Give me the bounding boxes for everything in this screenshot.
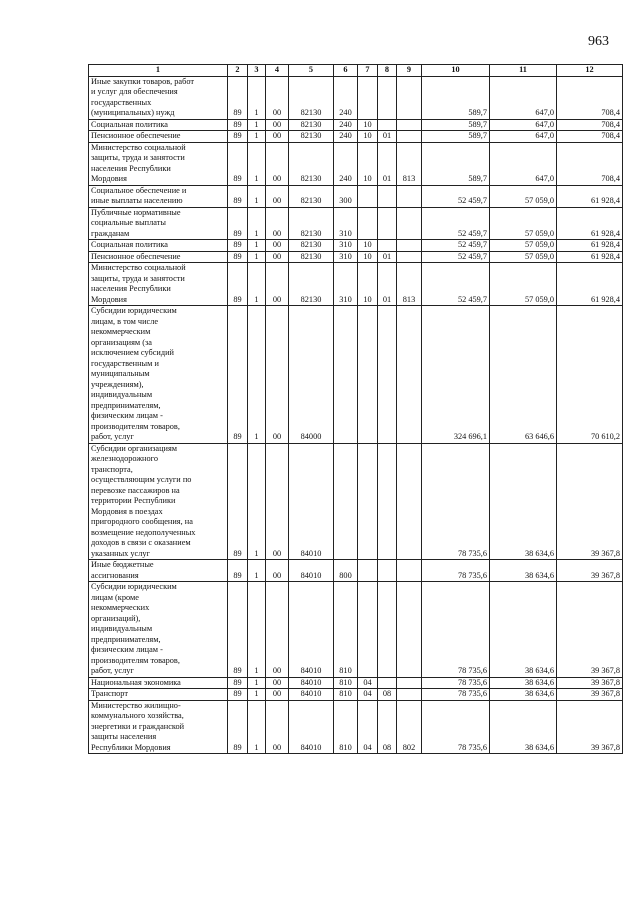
table-cell: 00 xyxy=(266,131,289,143)
column-header: 10 xyxy=(422,65,490,77)
table-cell: 1 xyxy=(248,76,266,119)
table-cell: 52 459,7 xyxy=(422,263,490,306)
table-cell xyxy=(358,185,378,207)
table-row xyxy=(89,142,623,185)
table-cell: 1 xyxy=(248,700,266,754)
table-body xyxy=(89,76,623,754)
table-cell: 89 xyxy=(228,560,248,582)
table-row xyxy=(89,76,623,119)
table-cell: 300 xyxy=(334,185,358,207)
table-cell xyxy=(378,240,397,252)
table-cell: 647,0 xyxy=(490,76,557,119)
table-cell: 802 xyxy=(397,700,422,754)
table-cell: 84010 xyxy=(289,560,334,582)
table-cell: 89 xyxy=(228,119,248,131)
table-cell: 01 xyxy=(378,142,397,185)
row-name-cell: Иные бюджетные ассигнования xyxy=(89,560,228,582)
table-cell: 89 xyxy=(228,700,248,754)
table-cell: 00 xyxy=(266,443,289,560)
table-cell xyxy=(397,689,422,701)
table-cell: 310 xyxy=(334,251,358,263)
column-header: 1 xyxy=(89,65,228,77)
table-cell: 89 xyxy=(228,131,248,143)
table-cell xyxy=(397,76,422,119)
table-cell xyxy=(397,306,422,444)
table-cell: 57 059,0 xyxy=(490,263,557,306)
table-cell: 240 xyxy=(334,119,358,131)
table-cell: 78 735,6 xyxy=(422,677,490,689)
table-cell: 310 xyxy=(334,207,358,240)
row-name-cell: Национальная экономика xyxy=(89,677,228,689)
table-cell: 82130 xyxy=(289,76,334,119)
table-cell: 1 xyxy=(248,689,266,701)
table-cell: 84010 xyxy=(289,677,334,689)
table-cell xyxy=(334,306,358,444)
table-cell: 810 xyxy=(334,677,358,689)
table-cell: 00 xyxy=(266,119,289,131)
table-row xyxy=(89,119,623,131)
table-cell: 89 xyxy=(228,76,248,119)
column-header: 7 xyxy=(358,65,378,77)
table-cell xyxy=(378,76,397,119)
table-row xyxy=(89,251,623,263)
table-cell: 310 xyxy=(334,263,358,306)
table-cell: 82130 xyxy=(289,131,334,143)
row-name-cell: Субсидии юридическим лицам, в том числе некоммерческим организациям (за исключением субсидий государственным и муниципальным учреждениям), индивидуальным предпринимателям, физическим лицам - производителям товаров, работ, услуг xyxy=(89,306,228,444)
table-cell: 00 xyxy=(266,142,289,185)
table-cell: 810 xyxy=(334,582,358,678)
table-cell: 08 xyxy=(378,700,397,754)
table-cell xyxy=(397,185,422,207)
table-cell: 82130 xyxy=(289,240,334,252)
table-cell xyxy=(358,582,378,678)
table-cell xyxy=(397,677,422,689)
table-cell: 589,7 xyxy=(422,142,490,185)
row-name-cell: Министерство социальной защиты, труда и занятости населения Республики Мордовия xyxy=(89,142,228,185)
table-row xyxy=(89,306,623,444)
table-cell: 82130 xyxy=(289,142,334,185)
column-header: 8 xyxy=(378,65,397,77)
table-row xyxy=(89,582,623,678)
table-cell xyxy=(397,251,422,263)
table-cell xyxy=(397,560,422,582)
row-name-cell: Субсидии организациям железнодорожного транспорта, осуществляющим услуги по перевозке пассажиров на территории Республики Мордовия в поездах пригородного сообщения, на возмещение недополученных доходов в связи с оказанием указанных услуг xyxy=(89,443,228,560)
column-header: 6 xyxy=(334,65,358,77)
table-cell: 57 059,0 xyxy=(490,185,557,207)
table-cell xyxy=(397,240,422,252)
table-row xyxy=(89,443,623,560)
table-cell: 00 xyxy=(266,582,289,678)
table-cell: 39 367,8 xyxy=(557,560,623,582)
table-cell: 57 059,0 xyxy=(490,240,557,252)
table-cell xyxy=(378,443,397,560)
table-cell: 1 xyxy=(248,142,266,185)
table-cell: 89 xyxy=(228,582,248,678)
table-cell: 84000 xyxy=(289,306,334,444)
table-cell xyxy=(358,560,378,582)
table-cell: 1 xyxy=(248,306,266,444)
table-cell: 82130 xyxy=(289,251,334,263)
table-cell: 708,4 xyxy=(557,131,623,143)
table-cell xyxy=(358,306,378,444)
table-cell: 310 xyxy=(334,240,358,252)
row-name-cell: Транспорт xyxy=(89,689,228,701)
table-cell: 38 634,6 xyxy=(490,560,557,582)
table-cell: 38 634,6 xyxy=(490,582,557,678)
table-cell: 57 059,0 xyxy=(490,251,557,263)
table-cell: 00 xyxy=(266,689,289,701)
table-cell: 647,0 xyxy=(490,119,557,131)
table-cell: 61 928,4 xyxy=(557,240,623,252)
table-cell: 10 xyxy=(358,131,378,143)
table-cell: 1 xyxy=(248,251,266,263)
table-cell: 39 367,8 xyxy=(557,582,623,678)
table-cell xyxy=(378,207,397,240)
table-cell: 52 459,7 xyxy=(422,185,490,207)
table-cell: 708,4 xyxy=(557,76,623,119)
row-name-cell: Социальная политика xyxy=(89,119,228,131)
table-cell xyxy=(358,443,378,560)
column-header: 12 xyxy=(557,65,623,77)
table-cell: 38 634,6 xyxy=(490,443,557,560)
table-cell: 89 xyxy=(228,443,248,560)
table-row xyxy=(89,700,623,754)
table-cell: 52 459,7 xyxy=(422,251,490,263)
table-cell: 82130 xyxy=(289,263,334,306)
table-cell: 89 xyxy=(228,240,248,252)
row-name-cell: Министерство жилищно- коммунального хозяйства, энергетики и гражданской защиты населения Республики Мордовия xyxy=(89,700,228,754)
table-cell: 78 735,6 xyxy=(422,700,490,754)
table-cell: 00 xyxy=(266,251,289,263)
table-cell: 00 xyxy=(266,560,289,582)
table-row xyxy=(89,263,623,306)
table-cell: 1 xyxy=(248,443,266,560)
table-cell: 04 xyxy=(358,689,378,701)
table-row xyxy=(89,689,623,701)
row-name-cell: Иные закупки товаров, работ и услуг для обеспечения государственных (муниципальных) нужд xyxy=(89,76,228,119)
table-cell: 00 xyxy=(266,306,289,444)
table-cell: 61 928,4 xyxy=(557,263,623,306)
table-cell: 1 xyxy=(248,560,266,582)
table-cell: 01 xyxy=(378,263,397,306)
table-cell: 63 646,6 xyxy=(490,306,557,444)
table-cell: 89 xyxy=(228,263,248,306)
table-cell: 589,7 xyxy=(422,119,490,131)
table-cell: 10 xyxy=(358,240,378,252)
table-cell xyxy=(397,443,422,560)
table-cell: 08 xyxy=(378,689,397,701)
table-cell: 04 xyxy=(358,700,378,754)
table-cell: 52 459,7 xyxy=(422,207,490,240)
table-cell xyxy=(378,306,397,444)
table-cell: 78 735,6 xyxy=(422,443,490,560)
table-cell: 324 696,1 xyxy=(422,306,490,444)
table-cell: 1 xyxy=(248,677,266,689)
table-cell: 10 xyxy=(358,251,378,263)
table-cell: 813 xyxy=(397,142,422,185)
table-cell: 89 xyxy=(228,306,248,444)
table-row xyxy=(89,185,623,207)
table-cell: 84010 xyxy=(289,689,334,701)
table-row xyxy=(89,560,623,582)
table-cell: 1 xyxy=(248,240,266,252)
table-cell: 04 xyxy=(358,677,378,689)
table-cell xyxy=(358,207,378,240)
table-cell: 810 xyxy=(334,689,358,701)
table-cell: 38 634,6 xyxy=(490,689,557,701)
table-cell: 78 735,6 xyxy=(422,582,490,678)
table-cell: 00 xyxy=(266,240,289,252)
page-number: 963 xyxy=(588,34,609,49)
table-cell: 708,4 xyxy=(557,119,623,131)
table-cell: 1 xyxy=(248,263,266,306)
table-cell: 1 xyxy=(248,185,266,207)
table-cell: 01 xyxy=(378,251,397,263)
table-header-row xyxy=(89,65,623,77)
row-name-cell: Субсидии юридическим лицам (кроме некоммерческих организаций), индивидуальным предпринимателям, физическим лицам - производителям товаров, работ, услуг xyxy=(89,582,228,678)
table-cell: 61 928,4 xyxy=(557,207,623,240)
column-header: 5 xyxy=(289,65,334,77)
row-name-cell: Публичные нормативные социальные выплаты гражданам xyxy=(89,207,228,240)
column-header: 11 xyxy=(490,65,557,77)
table-cell: 00 xyxy=(266,76,289,119)
table-cell: 10 xyxy=(358,263,378,306)
table-cell: 589,7 xyxy=(422,76,490,119)
table-cell xyxy=(334,443,358,560)
table-row xyxy=(89,240,623,252)
table-cell: 84010 xyxy=(289,443,334,560)
table-cell xyxy=(397,207,422,240)
table-cell: 813 xyxy=(397,263,422,306)
table-cell: 38 634,6 xyxy=(490,677,557,689)
table-cell xyxy=(378,582,397,678)
table-cell: 708,4 xyxy=(557,142,623,185)
table-cell: 39 367,8 xyxy=(557,689,623,701)
table-cell: 78 735,6 xyxy=(422,689,490,701)
column-header: 3 xyxy=(248,65,266,77)
table-cell: 800 xyxy=(334,560,358,582)
table-cell: 52 459,7 xyxy=(422,240,490,252)
budget-table xyxy=(88,64,623,754)
table-cell: 1 xyxy=(248,131,266,143)
table-cell xyxy=(397,582,422,678)
table-cell xyxy=(378,560,397,582)
table-cell xyxy=(397,119,422,131)
table-cell xyxy=(378,119,397,131)
row-name-cell: Социальная политика xyxy=(89,240,228,252)
table-cell xyxy=(378,677,397,689)
table-cell: 39 367,8 xyxy=(557,443,623,560)
table-cell: 84010 xyxy=(289,582,334,678)
table-cell: 647,0 xyxy=(490,131,557,143)
table-cell: 00 xyxy=(266,263,289,306)
table-cell: 01 xyxy=(378,131,397,143)
column-header: 4 xyxy=(266,65,289,77)
table-cell: 1 xyxy=(248,582,266,678)
table-cell xyxy=(358,76,378,119)
table-cell: 38 634,6 xyxy=(490,700,557,754)
table-row xyxy=(89,207,623,240)
row-name-cell: Министерство социальной защиты, труда и занятости населения Республики Мордовия xyxy=(89,263,228,306)
table-cell: 57 059,0 xyxy=(490,207,557,240)
table-cell: 10 xyxy=(358,142,378,185)
table-cell: 1 xyxy=(248,207,266,240)
table-cell: 00 xyxy=(266,185,289,207)
row-name-cell: Социальное обеспечение и иные выплаты населению xyxy=(89,185,228,207)
table-cell: 70 610,2 xyxy=(557,306,623,444)
table-cell: 61 928,4 xyxy=(557,185,623,207)
table-cell: 89 xyxy=(228,207,248,240)
table-cell: 82130 xyxy=(289,119,334,131)
row-name-cell: Пенсионное обеспечение xyxy=(89,251,228,263)
table-cell: 810 xyxy=(334,700,358,754)
table-cell: 647,0 xyxy=(490,142,557,185)
table-row xyxy=(89,131,623,143)
table-cell: 89 xyxy=(228,689,248,701)
table-cell: 00 xyxy=(266,207,289,240)
table-cell: 61 928,4 xyxy=(557,251,623,263)
table-row xyxy=(89,677,623,689)
table-cell: 00 xyxy=(266,677,289,689)
table-cell xyxy=(397,131,422,143)
table-cell: 240 xyxy=(334,76,358,119)
table-cell: 82130 xyxy=(289,185,334,207)
column-header: 2 xyxy=(228,65,248,77)
table-cell: 589,7 xyxy=(422,131,490,143)
table-cell: 00 xyxy=(266,700,289,754)
table-cell: 39 367,8 xyxy=(557,677,623,689)
row-name-cell: Пенсионное обеспечение xyxy=(89,131,228,143)
table-cell: 10 xyxy=(358,119,378,131)
table-cell: 82130 xyxy=(289,207,334,240)
table-cell: 89 xyxy=(228,251,248,263)
table-cell: 240 xyxy=(334,131,358,143)
table-cell: 39 367,8 xyxy=(557,700,623,754)
table-cell: 84010 xyxy=(289,700,334,754)
column-header: 9 xyxy=(397,65,422,77)
table-cell: 240 xyxy=(334,142,358,185)
table-cell: 89 xyxy=(228,185,248,207)
table-cell: 89 xyxy=(228,677,248,689)
table-cell: 89 xyxy=(228,142,248,185)
table-cell: 78 735,6 xyxy=(422,560,490,582)
table-cell: 1 xyxy=(248,119,266,131)
table-cell xyxy=(378,185,397,207)
